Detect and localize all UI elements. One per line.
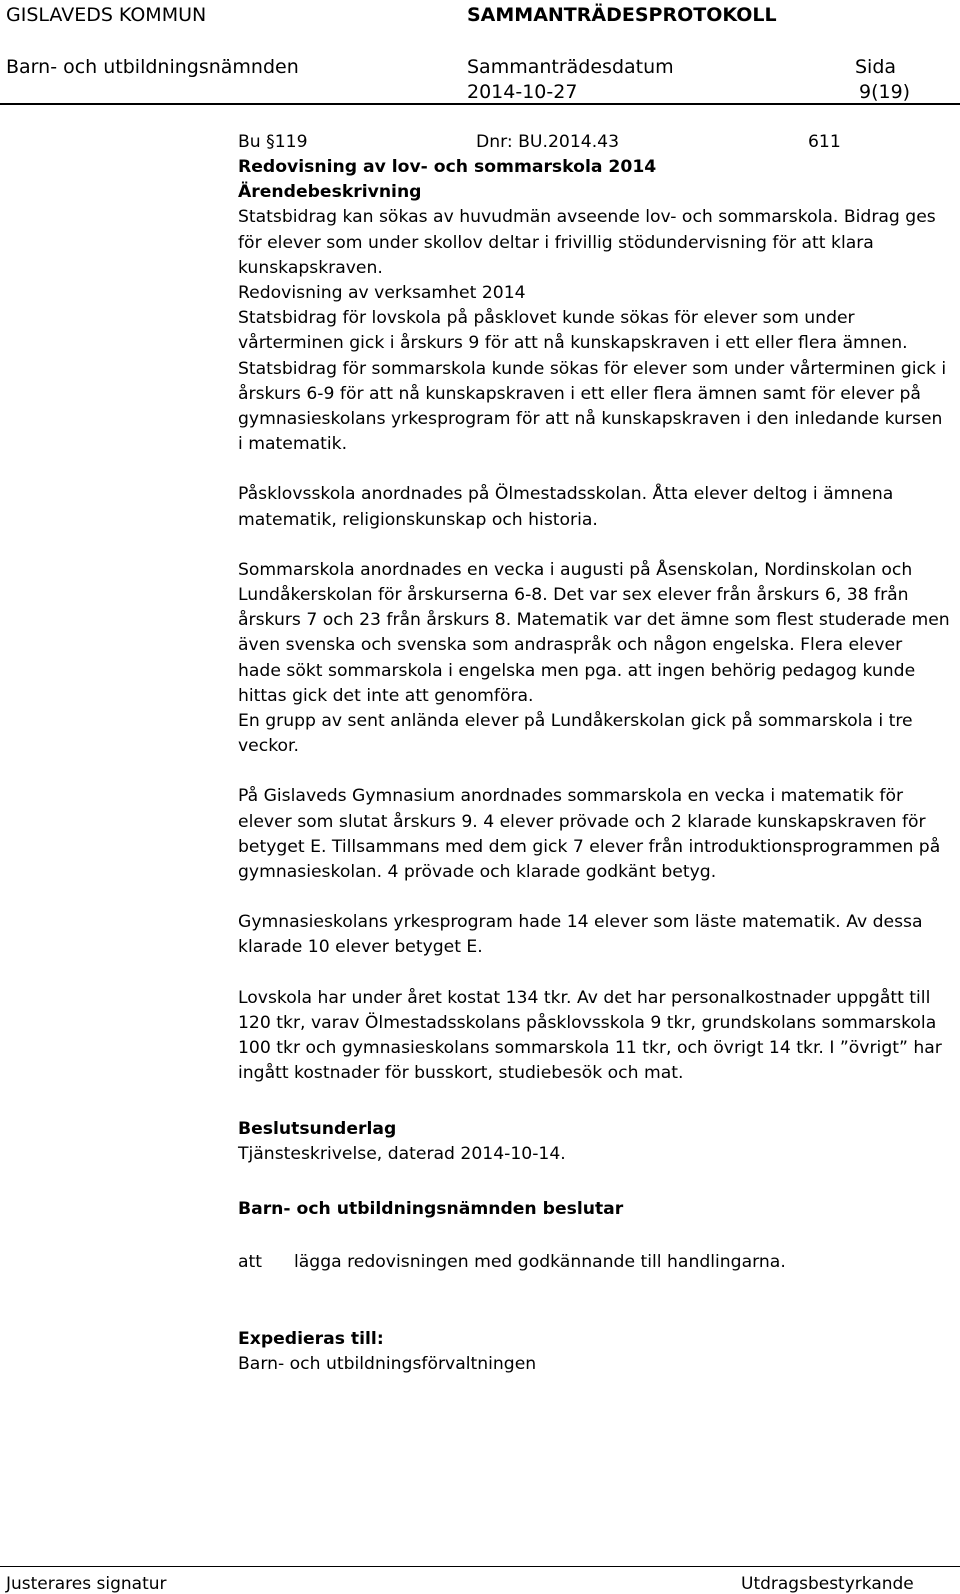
archive-code: 611 xyxy=(808,132,841,152)
basis-heading: Beslutsunderlag xyxy=(238,1118,397,1139)
adjuster-signature-label: Justerares signatur xyxy=(6,1574,167,1594)
decision-keyword: att xyxy=(238,1252,263,1273)
page-label: Sida xyxy=(855,56,897,78)
case-reference-row xyxy=(238,130,950,155)
dispatch-heading: Expedieras till: xyxy=(238,1329,384,1350)
page-number: 9(19) xyxy=(859,81,911,103)
report-heading: Redovisning av verksamhet 2014 xyxy=(238,283,526,304)
report-paragraph: Påsklovsskola anordnades på Ölmestadsskolan. Åtta elever deltog i ämnena matematik, religionskunskap och historia. xyxy=(238,484,894,530)
dispatch-recipient: Barn- och utbildningsförvaltningen xyxy=(238,1354,537,1375)
meeting-date-label: Sammanträdesdatum xyxy=(467,56,674,78)
report-paragraph: Gymnasieskolans yrkesprogram hade 14 elever som läste matematik. Av dessa klarade 10 elever betyget E. xyxy=(238,912,923,958)
decision-text: lägga redovisningen med godkännande till handlingarna. xyxy=(294,1252,786,1273)
description-text: Statsbidrag kan sökas av huvudmän avseende lov- och sommarskola. Bidrag ges för elever som under skollov deltar i frivillig stödundervisning för att klara kunskapskraven. xyxy=(238,207,936,278)
case-title: Redovisning av lov- och sommarskola 2014 xyxy=(238,157,657,177)
report-paragraph: På Gislaveds Gymnasium anordnades sommarskola en vecka i matematik för elever som slutat årskurs 9. 4 elever prövade och 2 klarade kunskapskraven för betyget E. Tillsammans med dem gick 7 elever från introduktionsprogrammen på gymnasieskolan. 4 prövade och klarade godkänt betyg. xyxy=(238,786,941,883)
case-number: Bu §119 xyxy=(238,132,308,152)
decision-heading: Barn- och utbildningsnämnden beslutar xyxy=(238,1198,624,1219)
protocol-header xyxy=(0,0,960,105)
document-body xyxy=(238,130,950,1378)
decision-row xyxy=(238,1250,950,1275)
organization-name: GISLAVEDS KOMMUN xyxy=(6,4,207,26)
document-type: SAMMANTRÄDESPROTOKOLL xyxy=(467,4,777,26)
report-paragraph: Lovskola har under året kostat 134 tkr. Av det har personalkostnader uppgått till 120 tkr, varav Ölmestadsskolans påsklovsskola 9 tkr, grundskolans sommarskola 100 tkr och gymnasieskolans sommarskola 11 tkr, och övrigt 14 tkr. I ”övrigt” har ingått kostnader för busskort, studiebesök och mat. xyxy=(238,987,942,1084)
committee-name: Barn- och utbildningsnämnden xyxy=(6,56,299,78)
basis-text: Tjänsteskrivelse, daterad 2014-10-14. xyxy=(238,1143,566,1164)
diary-number: Dnr: BU.2014.43 xyxy=(476,132,620,152)
description-heading: Ärendebeskrivning xyxy=(238,182,422,203)
report-paragraph: Statsbidrag för lovskola på påsklovet kunde sökas för elever som under vårterminen gick i årskurs 9 för att nå kunskapskraven i ett eller flera ämnen. Statsbidrag för sommarskola kunde sökas för elever som under vårterminen gick i årskurs 6-9 för att nå kunskapskraven i ett eller flera ämnen samt för elever på gymnasieskolans yrkesprogram för att nå kunskapskraven i den inledande kursen i matematik. xyxy=(238,308,947,455)
signature-footer xyxy=(0,1566,960,1594)
extract-certification-label: Utdragsbestyrkande xyxy=(741,1574,914,1594)
report-paragraph: En grupp av sent anlända elever på Lundåkerskolan gick på sommarskola i tre veckor. xyxy=(238,711,913,757)
report-paragraph: Sommarskola anordnades en vecka i augusti på Åsenskolan, Nordinskolan och Lundåkerskolan för årskurserna 6-8. Det var sex elever från årskurs 6, 38 från årskurs 7 och 23 från årskurs 8. Matematik var det ämne som flest studerade men även svenska och svenska som andraspråk och någon engelska. Flera elever hade sökt sommarskola i engelska men pga. att ingen behörig pedagog kunde hittas gick det inte att genomföra. xyxy=(238,559,950,706)
meeting-date-value: 2014-10-27 xyxy=(467,81,578,103)
